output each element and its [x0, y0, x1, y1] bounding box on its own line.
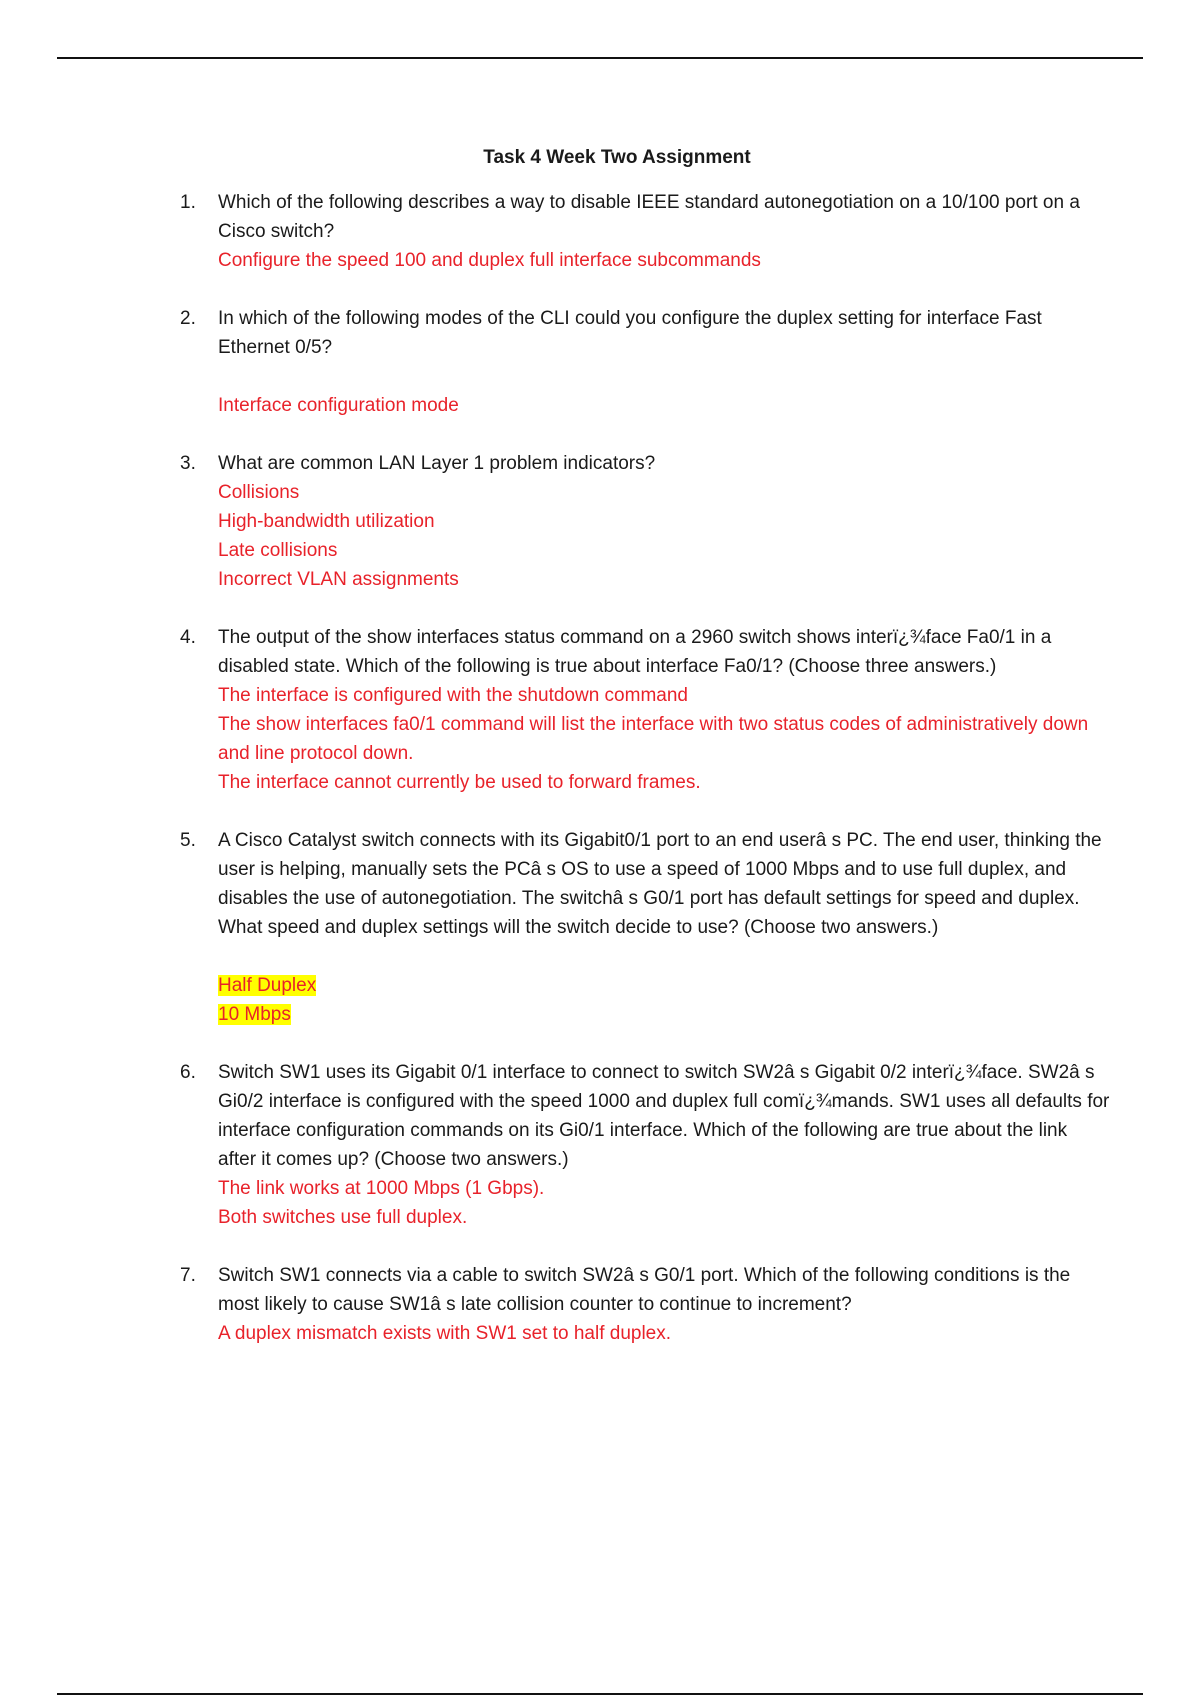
answer-line: Collisions	[218, 482, 300, 503]
question-number: 1.	[180, 192, 196, 213]
answer-line: The show interfaces fa0/1 command will list the interface with two status codes of administratively down and line protocol down.	[218, 714, 1089, 764]
question-item	[180, 188, 1110, 275]
answer-line: Both switches use full duplex.	[218, 1207, 468, 1228]
question-text: A Cisco Catalyst switch connects with its Gigabit0/1 port to an end userâ s PC. The end user, thinking the user is helping, manually sets the PCâ s OS to use a speed of 1000 Mbps and to use full duplex, and disables the use of autonegotiation. The switchâ s G0/1 port has default settings for speed and duplex. What speed and duplex settings will the switch decide to use? (Choose two answers.)	[218, 830, 1102, 938]
top-rule	[57, 57, 1143, 59]
answer-line: The link works at 1000 Mbps (1 Gbps).	[218, 1178, 545, 1199]
bottom-rule	[57, 1693, 1143, 1695]
question-number: 3.	[180, 453, 196, 474]
question-item	[180, 1058, 1110, 1232]
question-number: 6.	[180, 1062, 196, 1083]
answer-line: High-bandwidth utilization	[218, 511, 435, 532]
highlighted-answer: Half Duplex	[218, 975, 317, 996]
question-text: What are common LAN Layer 1 problem indicators?	[218, 453, 656, 474]
question-item	[180, 449, 1110, 594]
question-number: 2.	[180, 308, 196, 329]
answer-line: The interface cannot currently be used to forward frames.	[218, 772, 701, 793]
answer-line: A duplex mismatch exists with SW1 set to half duplex.	[218, 1323, 672, 1344]
question-text: The output of the show interfaces status command on a 2960 switch shows interï¿¾face Fa0/1 in a disabled state. Which of the following is true about interface Fa0/1? (Choose three answers.)	[218, 627, 1052, 677]
question-number: 5.	[180, 830, 196, 851]
answer-line: The interface is configured with the shutdown command	[218, 685, 688, 706]
question-item	[180, 1261, 1110, 1348]
question-number: 4.	[180, 627, 196, 648]
question-number: 7.	[180, 1265, 196, 1286]
question-text: Switch SW1 uses its Gigabit 0/1 interface to connect to switch SW2â s Gigabit 0/2 interï¿¾face. SW2â s Gi0/2 interface is configured with the speed 1000 and duplex full comï¿¾mands. SW1 uses all defaults for interface configuration commands on its Gi0/1 interface. Which of the following are true about the link after it comes up? (Choose two answers.)	[218, 1062, 1110, 1170]
answer-line	[218, 971, 1110, 1000]
question-text: Which of the following describes a way to disable IEEE standard autonegotiation on a 10/100 port on a Cisco switch?	[218, 192, 1080, 242]
answer-line: Interface configuration mode	[218, 395, 459, 416]
document-title: Task 4 Week Two Assignment	[483, 147, 751, 168]
answer-line: Incorrect VLAN assignments	[218, 569, 459, 590]
question-item	[180, 826, 1110, 1029]
question-text: Switch SW1 connects via a cable to switch SW2â s G0/1 port. Which of the following conditions is the most likely to cause SW1â s late collision counter to continue to increment?	[218, 1265, 1071, 1315]
answer-line	[218, 1000, 1110, 1029]
answer-line: Late collisions	[218, 540, 338, 561]
answer-line: Configure the speed 100 and duplex full interface subcommands	[218, 250, 761, 271]
question-list	[180, 188, 1110, 1377]
question-item	[180, 304, 1110, 420]
highlighted-answer: 10 Mbps	[218, 1004, 291, 1025]
question-text: In which of the following modes of the CLI could you configure the duplex setting for interface Fast Ethernet 0/5?	[218, 308, 1042, 358]
question-item	[180, 623, 1110, 797]
